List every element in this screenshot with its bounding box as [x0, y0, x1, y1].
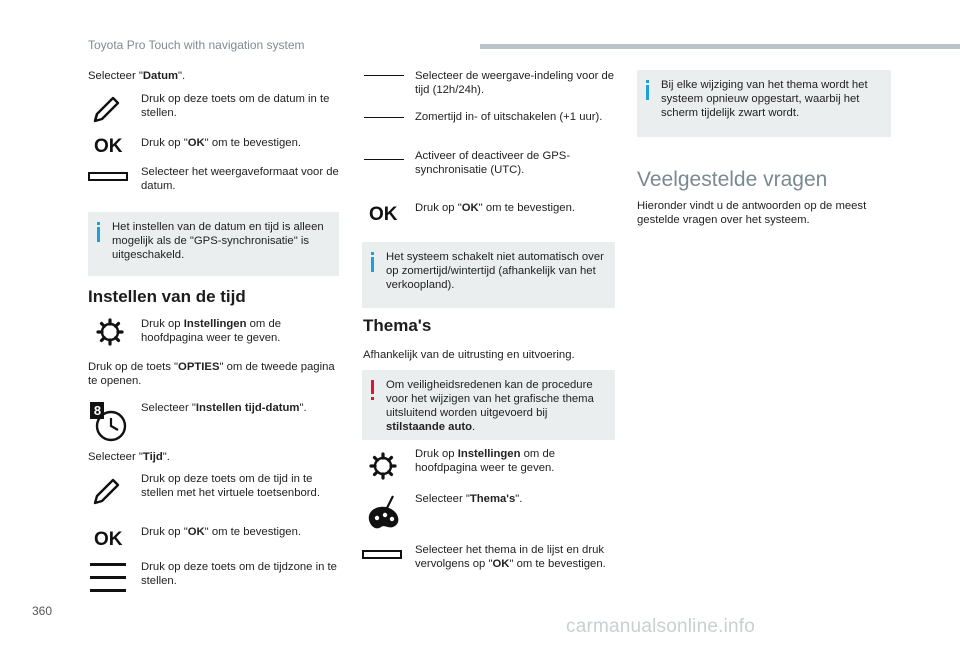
list-field-icon: [88, 172, 128, 181]
palette-icon: [365, 494, 403, 532]
line-icon: [364, 75, 404, 77]
pencil-icon: [92, 96, 120, 124]
warning-icon: [370, 380, 384, 400]
step-themes: Selecteer "Thema's".: [415, 493, 523, 505]
ok-icon: OK: [94, 529, 123, 550]
step-ok-confirm: Druk op "OK" om te bevestigen.: [415, 202, 575, 214]
step-settings: Druk op Instellingen om de hoofdpagina weer te geven.: [141, 318, 282, 344]
info-box-theme-restart: Bij elke wijziging van het thema wordt het systeem opnieuw opgestart, waarbij het scherm tijdelijk zwart wordt.: [637, 70, 891, 137]
faq-intro: Hieronder vindt u de antwoorden op de meest gestelde vragen over het systeem.: [637, 200, 867, 226]
running-header: Toyota Pro Touch with navigation system: [88, 38, 305, 52]
step-format-date: Selecteer het weergaveformaat voor de datum.: [141, 166, 339, 192]
page-number: 360: [32, 604, 53, 618]
info-icon: [96, 222, 110, 242]
ok-icon: OK: [369, 204, 398, 225]
line-icon: [364, 159, 404, 161]
clock-icon: [90, 402, 128, 442]
list-lines-icon: [90, 562, 126, 594]
gear-icon: [369, 452, 397, 480]
step-ok-time: Druk op "OK" om te bevestigen.: [141, 526, 301, 538]
info-icon: [370, 252, 384, 272]
header-rule: [480, 44, 960, 49]
select-time-text: Selecteer "Tijd".: [88, 451, 170, 463]
step-edit-date: Druk op deze toets om de datum in te stellen.: [141, 93, 330, 119]
step-timezone: Druk op deze toets om de tijdzone in te stellen.: [141, 561, 337, 587]
step-ok-date: Druk op "OK" om te bevestigen.: [141, 137, 301, 149]
info-box-summertime: Het systeem schakelt niet automatisch over op zomertijd/wintertijd (afhankelijk van het verkoopland).: [362, 242, 615, 308]
info-icon: [645, 80, 659, 100]
step-select-theme: Selecteer het thema in de lijst en druk vervolgens op "OK" om te bevestigen.: [415, 544, 606, 570]
warning-box: Om veiligheidsredenen kan de procedure voor het wijzigen van het grafische thema uitsluitend worden uitgevoerd bij stilstaande auto.: [362, 370, 615, 440]
heading-instellen-tijd: Instellen van de tijd: [88, 287, 246, 306]
list-field-icon: [362, 550, 402, 559]
heading-themas: Thema's: [363, 316, 432, 335]
info-box-gps: Het instellen van de datum en tijd is alleen mogelijk als de "GPS-synchronisatie" is uitgeschakeld.: [88, 212, 339, 276]
step-gps-sync: Activeer of deactiveer de GPS-synchronisatie (UTC).: [415, 150, 571, 176]
step-display-format: Selecteer de weergave-indeling voor de tijd (12h/24h).: [415, 70, 615, 96]
clock-badge: 8: [93, 403, 102, 418]
watermark: carmanualsonline.info: [566, 616, 756, 637]
step-settings-themes: Druk op Instellingen om de hoofdpagina weer te geven.: [415, 448, 556, 474]
equipment-text: Afhankelijk van de uitrusting en uitvoering.: [363, 349, 575, 361]
options-text: Druk op de toets "OPTIES" om de tweede pagina te openen.: [88, 361, 335, 387]
pencil-icon: [92, 478, 120, 506]
ok-icon: OK: [94, 136, 123, 157]
step-summer-time: Zomertijd in- of uitschakelen (+1 uur).: [415, 111, 603, 123]
line-icon: [364, 117, 404, 119]
heading-faq: Veelgestelde vragen: [637, 168, 828, 191]
select-date-text: Selecteer "Datum".: [88, 70, 186, 82]
step-time-date: Selecteer "Instellen tijd-datum".: [141, 402, 307, 414]
step-edit-time: Druk op deze toets om de tijd in te stellen met het virtuele toetsenbord.: [141, 473, 320, 499]
gear-icon: [96, 318, 124, 346]
